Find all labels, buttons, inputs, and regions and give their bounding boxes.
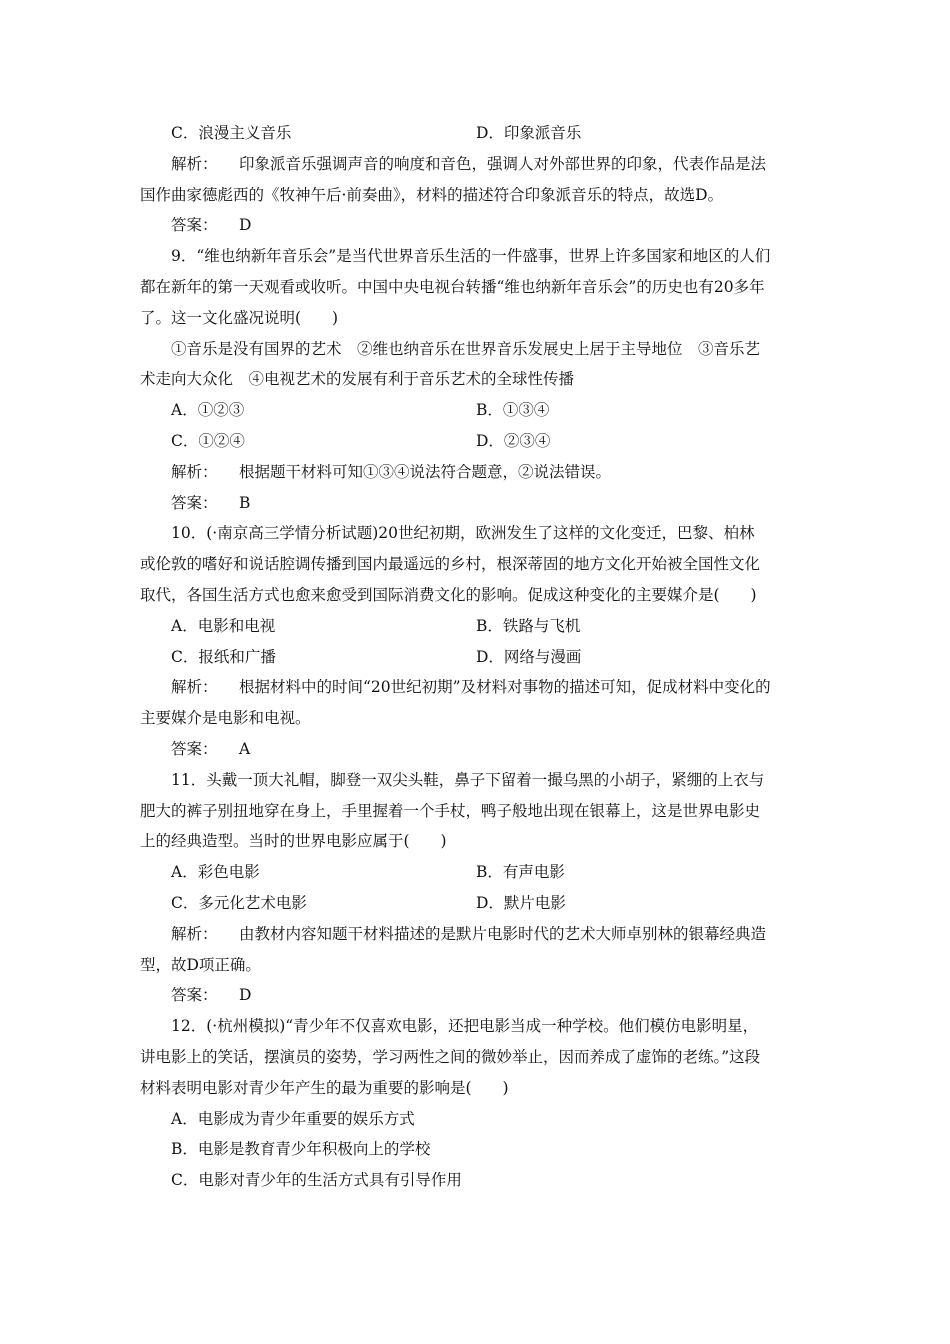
answer-value: D [239, 216, 252, 235]
q11-stem-cont: 肥大的裤子别扭地穿在身上，手里握着一个手杖，鸭子般地出现在银幕上，这是世界电影史 [140, 801, 761, 820]
q10-stem: 10．(·南京高三学情分析试题)20世纪初期，欧洲发生了这样的文化变迁，巴黎、柏林 [171, 524, 755, 543]
option-c: C．浪漫主义音乐 [171, 124, 292, 142]
q11-analysis [140, 919, 816, 950]
answer-label: 答案： [171, 216, 218, 235]
answer-label: 答案： [171, 739, 218, 758]
option-a: A．彩色电影 [171, 863, 260, 882]
option-d: D．印象派音乐 [476, 124, 582, 142]
answer-value: A [239, 739, 251, 758]
q12-stem-cont: 讲电影上的笑话，摆演员的姿势，学习两性之间的微妙举止，因而养成了虚饰的老练。”这段 [140, 1047, 761, 1066]
option-b: B．有声电影 [476, 863, 565, 882]
option-a: A．电影和电视 [171, 616, 276, 635]
q12-stem-cont: 材料表明电影对青少年产生的最为重要的影响是( ) [140, 1078, 509, 1097]
analysis-text: 由教材内容知题干材料描述的是默片电影时代的艺术大师卓别林的银幕经典造 [239, 924, 767, 943]
answer-label: 答案： [171, 986, 218, 1005]
q9-statements: ①音乐是没有国界的艺术 ②维也纳音乐在世界音乐发展史上居于主导地位 ③音乐艺 [171, 339, 761, 358]
q11-answer [140, 980, 816, 1011]
answer-label: 答案： [171, 493, 218, 512]
analysis-label: 解析： [171, 462, 218, 481]
q9-stem: 9．“维也纳新年音乐会”是当代世界音乐生活的一件盛事，世界上许多国家和地区的人们 [171, 247, 771, 266]
q8-analysis [140, 149, 816, 180]
q10-analysis-cont: 主要媒介是电影和电视。 [140, 709, 311, 728]
q10-options-row [140, 642, 816, 673]
analysis-label: 解析： [171, 154, 218, 173]
option-d: D．网络与漫画 [476, 647, 582, 666]
option-d: D．②③④ [476, 431, 551, 450]
q10-stem-cont: 或伦敦的嗜好和说话腔调传播到国内最遥远的乡村，根深蒂固的地方文化开始被全国性文化 [140, 555, 761, 574]
option-b: B．铁路与飞机 [476, 616, 581, 635]
q11-options-row [140, 857, 816, 888]
q9-statements-cont: 术走向大众化 ④电视艺术的发展有利于音乐艺术的全球性传播 [140, 370, 575, 389]
q12-stem: 12．(·杭州模拟)“青少年不仅喜欢电影，还把电影当成一种学校。他们模仿电影明星， [171, 1017, 759, 1036]
q9-options-row [140, 395, 816, 426]
option-c: C．①②④ [171, 431, 245, 450]
analysis-text: 根据题干材料可知①③④说法符合题意，②说法错误。 [239, 462, 612, 481]
option-d: D．默片电影 [476, 893, 566, 912]
q8-options-row [140, 118, 816, 149]
q11-analysis-cont: 型，故D项正确。 [140, 955, 261, 974]
q11-options-row [140, 888, 816, 919]
q11-stem: 11．头戴一顶大礼帽，脚登一双尖头鞋，鼻子下留着一撮乌黑的小胡子，紧绷的上衣与 [171, 770, 765, 789]
option-a: A．电影成为青少年重要的娱乐方式 [171, 1109, 415, 1128]
answer-value: D [239, 986, 252, 1005]
q9-analysis [140, 457, 816, 488]
option-b: B．①③④ [476, 401, 550, 420]
q9-stem-cont: 了。这一文化盛况说明( ) [140, 308, 339, 327]
q10-analysis [140, 672, 816, 703]
option-c: C．多元化艺术电影 [171, 893, 307, 912]
analysis-text: 印象派音乐强调声音的响度和音色，强调人对外部世界的印象，代表作品是法 [239, 154, 767, 173]
analysis-label: 解析： [171, 678, 218, 697]
option-c: C．电影对青少年的生活方式具有引导作用 [171, 1171, 462, 1190]
option-a: A．①②③ [171, 401, 245, 420]
q8-answer [140, 210, 816, 241]
option-c: C．报纸和广播 [171, 647, 276, 666]
q8-analysis-cont: 国作曲家德彪西的《牧神午后·前奏曲》，材料的描述符合印象派音乐的特点，故选D。 [140, 185, 724, 204]
q10-options-row [140, 611, 816, 642]
q11-stem-cont: 上的经典造型。当时的世界电影应属于( ) [140, 832, 447, 851]
analysis-label: 解析： [171, 924, 218, 943]
answer-value: B [239, 493, 251, 512]
option-b: B．电影是教育青少年积极向上的学校 [171, 1140, 431, 1159]
analysis-text: 根据材料中的时间“20世纪初期”及材料对事物的描述可知，促成材料中变化的 [239, 678, 771, 697]
q10-answer [140, 734, 816, 765]
q9-stem-cont: 都在新年的第一天观看或收听。中国中央电视台转播“维也纳新年音乐会”的历史也有20多年 [140, 277, 765, 296]
q9-answer [140, 488, 816, 519]
q10-stem-cont: 取代，各国生活方式也愈来愈受到国际消费文化的影响。促成这种变化的主要媒介是( ) [140, 585, 757, 604]
page-content [140, 118, 816, 1196]
q9-options-row [140, 426, 816, 457]
